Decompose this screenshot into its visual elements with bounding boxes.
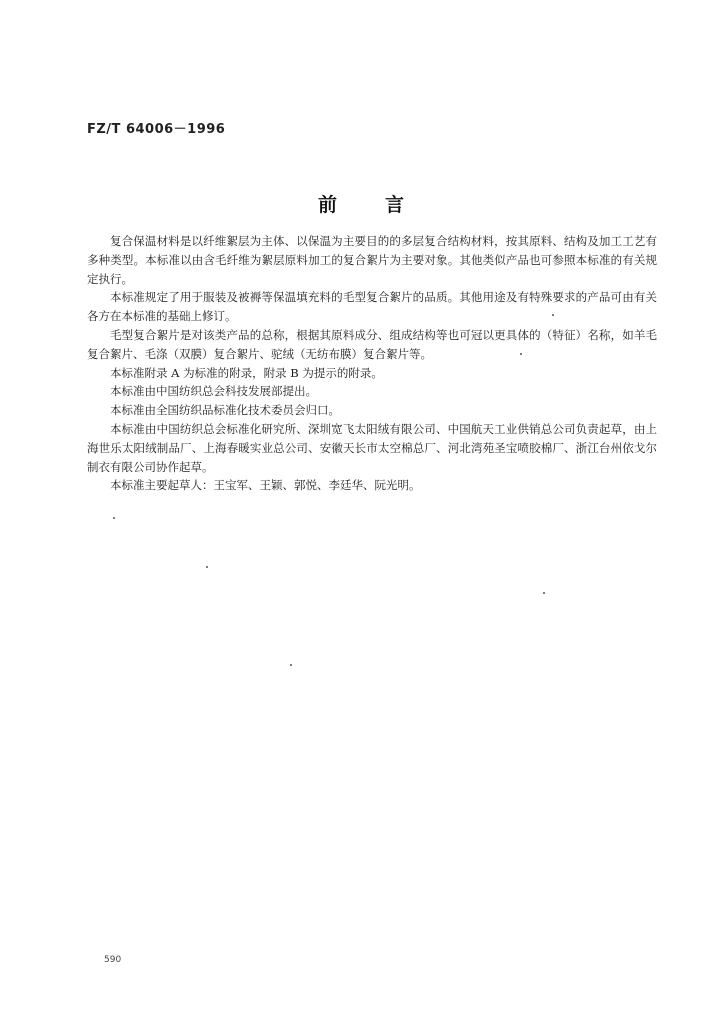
- foreword-body: [87, 232, 657, 495]
- paragraph: 本标准由中国纺织总会标准化研究所、深圳宽飞太阳绒有限公司、中国航天工业供销总公司负责起草，由上海世乐太阳绒制品厂、上海春暖实业总公司、安徽天长市太空棉总厂、河北湾苑圣宝喷胶棉厂、浙江台州依戈尔制衣有限公司协作起草。: [87, 421, 657, 474]
- paragraph: 本标准主要起草人：王宝军、王颖、郭悦、李廷华、阮光明。: [110, 478, 421, 493]
- paragraph: 复合保温材料是以纤维絮层为主体、以保温为主要目的的多层复合结构材料，按其原料、结构及加工工艺有多种类型。本标准以由含毛纤维为絮层原料加工的复合絮片为主要对象。其他类似产品也可参照本标准的有关规定执行。: [87, 234, 657, 286]
- scan-speck: [520, 353, 522, 355]
- scan-speck: [552, 314, 554, 316]
- paragraph: 毛型复合絮片是对该类产品的总称，根据其原料成分、组成结构等也可冠以更具体的（特征）名称，如羊毛复合絮片、毛涤（双膜）复合絮片、驼绒（无纺布膜）复合絮片等。: [87, 327, 657, 361]
- paragraph: 本标准规定了用于服装及被褥等保温填充料的毛型复合絮片的品质。其他用途及有特殊要求的产品可由有关各方在本标准的基础上修订。: [87, 290, 657, 324]
- paragraph: 本标准由全国纺织品标准化技术委员会归口。: [110, 403, 340, 418]
- scan-speck: [543, 592, 545, 594]
- paragraph: 本标准由中国纺织总会科技发展部提出。: [110, 384, 317, 399]
- section-title: 前言: [317, 194, 452, 216]
- paragraph: 本标准附录 A 为标准的附录，附录 B 为提示的附录。: [110, 365, 383, 380]
- standard-code: FZ/T 64006－1996: [87, 122, 226, 137]
- scan-speck: [206, 566, 208, 568]
- page-number: 590: [104, 955, 122, 965]
- scan-speck: [290, 664, 292, 666]
- scan-speck: [113, 517, 115, 519]
